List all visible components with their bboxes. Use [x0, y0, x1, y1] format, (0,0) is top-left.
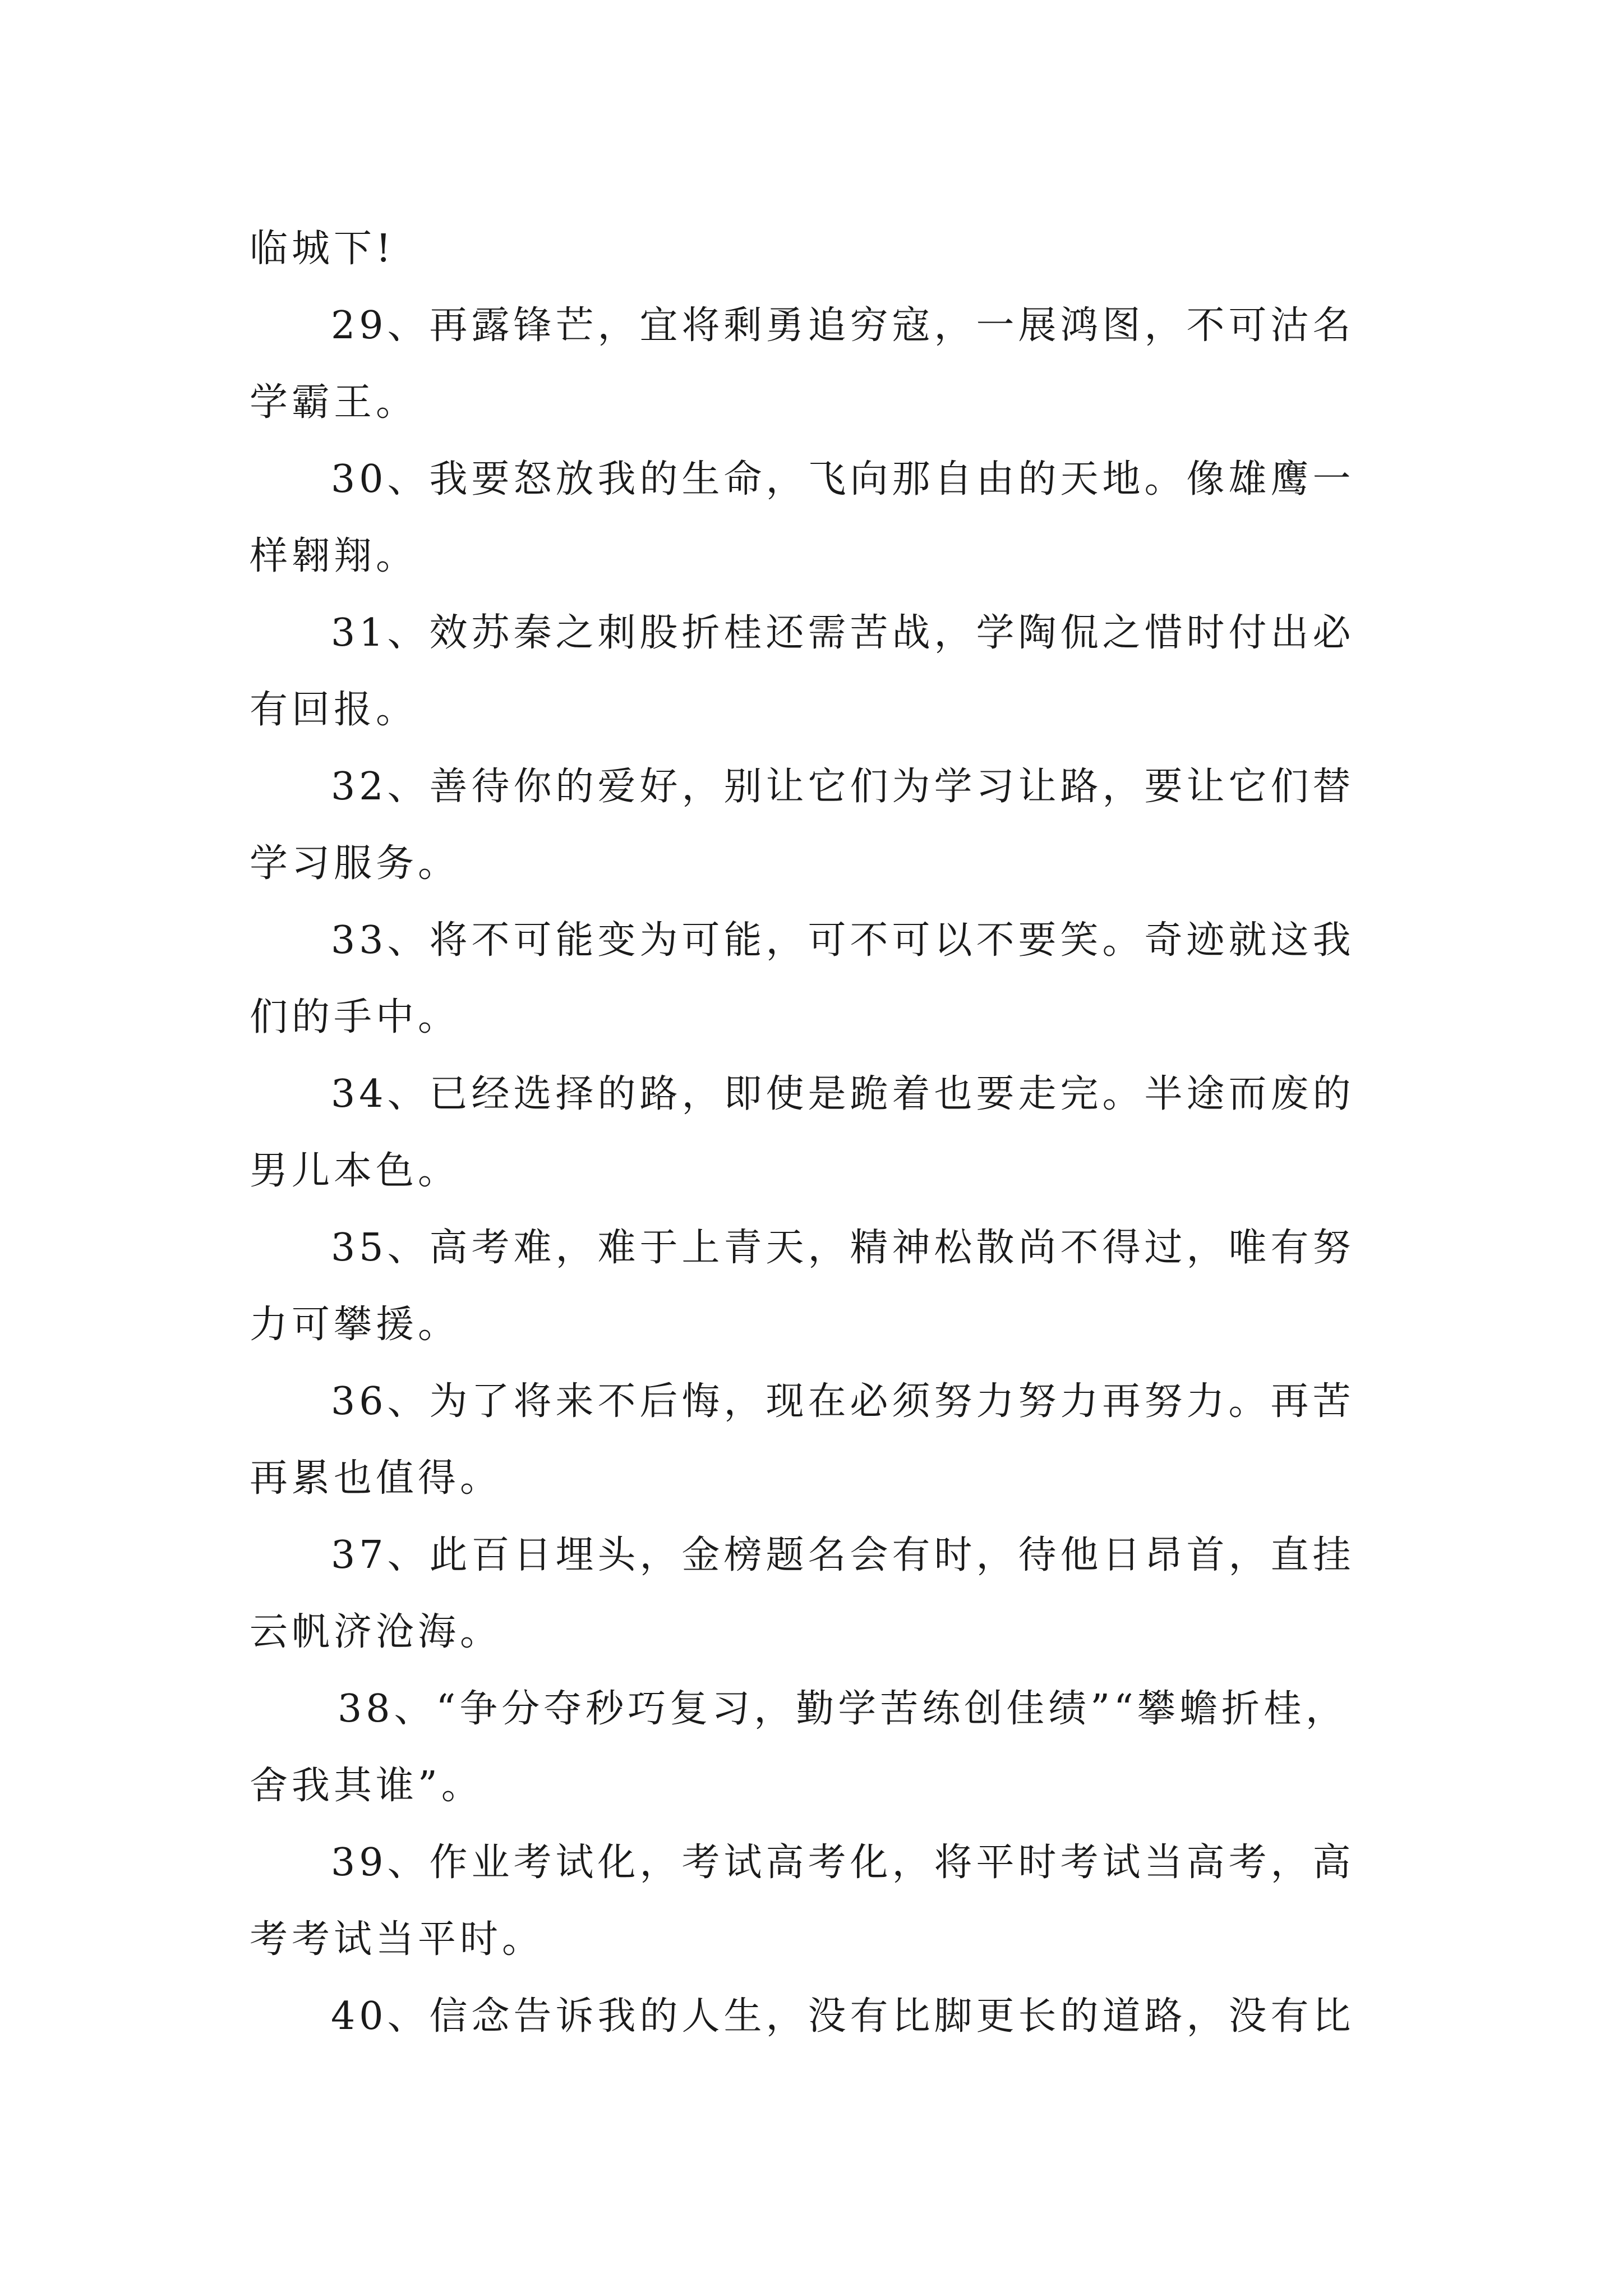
- text-line-continuation: 学习服务。: [250, 841, 460, 886]
- list-item-35: 35、高考难，难于上青天，精神松散尚不得过，唯有努: [331, 1226, 1355, 1270]
- list-item-36: 36、为了将来不后悔，现在必须努力努力再努力。再苦: [331, 1379, 1355, 1424]
- text-line-continuation: 男儿本色。: [250, 1149, 460, 1193]
- text-line-continuation: 舍我其谁”。: [250, 1764, 483, 1808]
- text-line-continuation: 们的手中。: [250, 995, 460, 1039]
- list-item-30: 30、我要怒放我的生命，飞向那自由的天地。像雄鹰一: [331, 457, 1355, 501]
- list-item-29: 29、再露锋芒，宜将剩勇追穷寇，一展鸿图，不可沽名: [331, 303, 1355, 348]
- list-item-32: 32、善待你的爱好，别让它们为学习让路，要让它们替: [331, 765, 1355, 809]
- text-line-continuation: 力可攀援。: [250, 1303, 460, 1347]
- list-item-31: 31、效苏秦之刺股折桂还需苦战，学陶侃之惜时付出必: [331, 611, 1355, 655]
- text-line-continuation: 考考试当平时。: [250, 1917, 545, 1962]
- list-item-33: 33、将不可能变为可能，可不可以不要笑。奇迹就这我: [331, 918, 1355, 963]
- list-item-40: 40、信念告诉我的人生，没有比脚更长的道路，没有比: [331, 1994, 1355, 2039]
- text-line-continuation: 临城下!: [250, 227, 395, 271]
- text-line-continuation: 云帆济沧海。: [250, 1610, 502, 1654]
- text-line-continuation: 再累也值得。: [250, 1456, 502, 1501]
- list-item-34: 34、已经选择的路，即使是跪着也要走完。半途而废的: [331, 1072, 1355, 1116]
- document-body: [250, 210, 1399, 2055]
- text-line-continuation: 学霸王。: [250, 380, 418, 425]
- text-line-continuation: 有回报。: [250, 688, 418, 732]
- list-item-37: 37、此百日埋头，金榜题名会有时，待他日昂首，直挂: [331, 1533, 1355, 1577]
- text-line-continuation: 样翱翔。: [250, 534, 418, 578]
- list-item-39: 39、作业考试化，考试高考化，将平时考试当高考，高: [331, 1841, 1355, 1885]
- list-item-38: 38、“争分夺秒巧复习，勤学苦练创佳绩”“攀蟾折桂，: [338, 1687, 1348, 1731]
